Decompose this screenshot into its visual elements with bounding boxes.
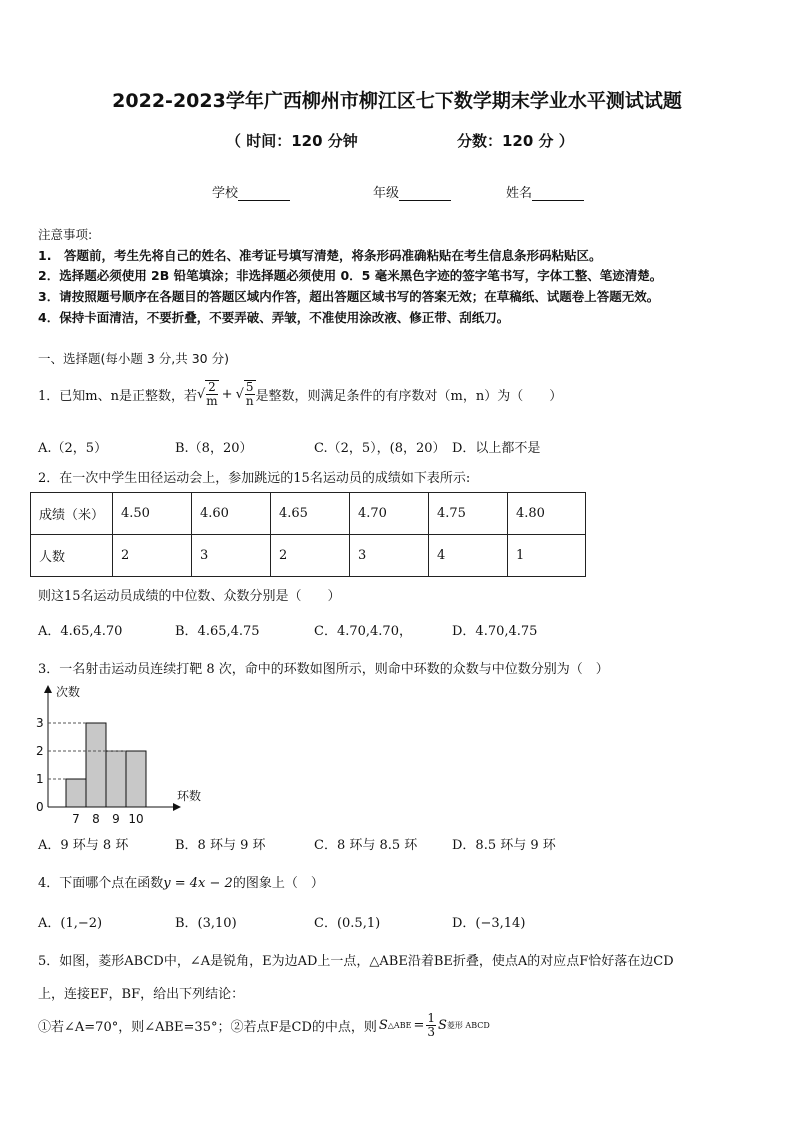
q4-option-d[interactable]: D．(−3,14) bbox=[452, 916, 526, 931]
note-item: 2．选择题必须使用 2B 铅笔填涂；非选择题必须使用 0．5 毫米黑色字迹的签字笔书写，字体工整、笔迹清楚。 bbox=[38, 268, 663, 283]
table-row bbox=[31, 493, 586, 535]
q4-option-a[interactable]: A．(1,−2) bbox=[38, 916, 103, 931]
sqrt-5-over-n: √ $\frac{5}{n}$ bbox=[235, 380, 254, 408]
y-axis-label: 次数 bbox=[56, 685, 81, 699]
bar-7 bbox=[66, 779, 86, 807]
q2-option-c[interactable]: C．4.70,4.70， bbox=[314, 624, 412, 639]
school-field[interactable]: 学校 bbox=[212, 182, 290, 201]
table-cell: 4.50 bbox=[113, 493, 192, 535]
table-cell: 1 bbox=[508, 535, 586, 577]
fraction-one-third: $\frac{1}{3}$ bbox=[427, 1011, 435, 1039]
note-item: 3．请按照题号顺序在各题目的答题区域内作答，超出答题区域书写的答案无效；在草稿纸、试题卷上答题无效。 bbox=[38, 289, 660, 304]
q3-option-d[interactable]: D．8.5 环与 9 环 bbox=[452, 838, 556, 853]
y-tick-label: 0 bbox=[36, 800, 44, 814]
q2-option-a[interactable]: A．4.65,4.70 bbox=[38, 624, 123, 639]
x-tick-label: 7 bbox=[72, 812, 80, 826]
question-5-line2: 上，连接EF，BF，给出下列结论： bbox=[38, 987, 245, 1002]
q3-option-c[interactable]: C．8 环与 8.5 环 bbox=[314, 838, 418, 853]
question-2-ask: 则这15名运动员成绩的中位数、众数分别是（ ） bbox=[38, 589, 341, 604]
table-cell: 4.80 bbox=[508, 493, 586, 535]
x-axis-arrow bbox=[173, 803, 181, 811]
q1-option-b[interactable]: B.（8，20） bbox=[175, 441, 253, 456]
question-3: 3．一名射击运动员连续打靶 8 次，命中的环数如图所示，则命中环数的众数与中位数分别为（ ） bbox=[38, 662, 609, 677]
q2-option-b[interactable]: B．4.65,4.75 bbox=[175, 624, 260, 639]
q1-option-d[interactable]: D．以上都不是 bbox=[452, 441, 541, 456]
function-expression: y = 4x − 2 bbox=[163, 876, 233, 891]
q2-option-d[interactable]: D．4.70,4.75 bbox=[452, 624, 538, 639]
table-cell: 2 bbox=[271, 535, 350, 577]
q1-option-c[interactable]: C.（2，5），(8，20） bbox=[314, 441, 446, 456]
grade-field[interactable]: 年级 bbox=[373, 182, 451, 201]
x-axis-label: 环数 bbox=[177, 789, 202, 803]
notes-heading: 注意事项: bbox=[38, 227, 93, 242]
exam-time: （ 时间：120 分钟 bbox=[226, 132, 358, 150]
bar-9 bbox=[106, 751, 126, 807]
name-field[interactable]: 姓名 bbox=[506, 182, 584, 201]
y-tick-label: 1 bbox=[36, 772, 44, 786]
table-row bbox=[31, 535, 586, 577]
q1-option-a[interactable]: A.（2，5） bbox=[38, 441, 108, 456]
page-title: 2022-2023学年广西柳州市柳江区七下数学期末学业水平测试试题 bbox=[112, 90, 682, 112]
q4-option-c[interactable]: C．(0.5,1) bbox=[314, 916, 381, 931]
x-tick-label: 10 bbox=[128, 812, 144, 826]
question-1: 1．已知m、n是正整数，若 √ $\frac{2}{m}$ + √ $\frac{5}{n}$ 是整数，则满足条件的有序数对（m，n）为（ ） bbox=[38, 380, 563, 408]
table-cell: 4.60 bbox=[192, 493, 271, 535]
table-cell: 成绩（米） bbox=[31, 493, 113, 535]
q3-option-b[interactable]: B．8 环与 9 环 bbox=[175, 838, 266, 853]
table-cell: 3 bbox=[192, 535, 271, 577]
table-cell: 4.75 bbox=[429, 493, 508, 535]
q3-option-a[interactable]: A．9 环与 8 环 bbox=[38, 838, 129, 853]
bar-8 bbox=[86, 723, 106, 807]
hit-count-histogram bbox=[30, 680, 220, 830]
note-item: 4．保持卡面清洁，不要折叠，不要弄破、弄皱，不准使用涂改液、修正带、刮纸刀。 bbox=[38, 310, 510, 325]
table-cell: 4.70 bbox=[350, 493, 429, 535]
section-heading: 一、选择题(每小题 3 分,共 30 分) bbox=[38, 351, 229, 366]
y-tick-label: 2 bbox=[36, 744, 44, 758]
y-tick-label: 3 bbox=[36, 716, 44, 730]
y-axis-arrow bbox=[44, 685, 52, 693]
question-4: 4．下面哪个点在函数y = 4x − 2的图象上（ ） bbox=[38, 876, 324, 891]
table-cell: 4.65 bbox=[271, 493, 350, 535]
sqrt-2-over-m: √ $\frac{2}{m}$ bbox=[196, 380, 218, 408]
table-cell: 2 bbox=[113, 535, 192, 577]
table-cell: 人数 bbox=[31, 535, 113, 577]
question-2: 2．在一次中学生田径运动会上，参加跳远的15名运动员的成绩如下表所示: bbox=[38, 471, 471, 486]
bar-10 bbox=[126, 751, 146, 807]
x-tick-label: 9 bbox=[112, 812, 120, 826]
q4-option-b[interactable]: B．(3,10) bbox=[175, 916, 237, 931]
score-table bbox=[30, 492, 586, 577]
exam-score: 分数：120 分 ） bbox=[457, 132, 574, 150]
question-5: 5．如图，菱形ABCD中，∠A是锐角，E为边AD上一点，△ABE沿着BE折叠，使点A的对应点F恰好落在边CD bbox=[38, 954, 674, 969]
question-5-line3: ①若∠A=70°，则∠ABE=35°；②若点F是CD的中点，则 S △ABE = $\frac{1}{3}$ S 菱形 ABCD bbox=[38, 1011, 490, 1039]
table-cell: 4 bbox=[429, 535, 508, 577]
note-item: 1. 答题前，考生先将自己的姓名、准考证号填写清楚，将条形码准确粘贴在考生信息条形码粘贴区。 bbox=[38, 248, 602, 263]
table-cell: 3 bbox=[350, 535, 429, 577]
x-tick-label: 8 bbox=[92, 812, 100, 826]
